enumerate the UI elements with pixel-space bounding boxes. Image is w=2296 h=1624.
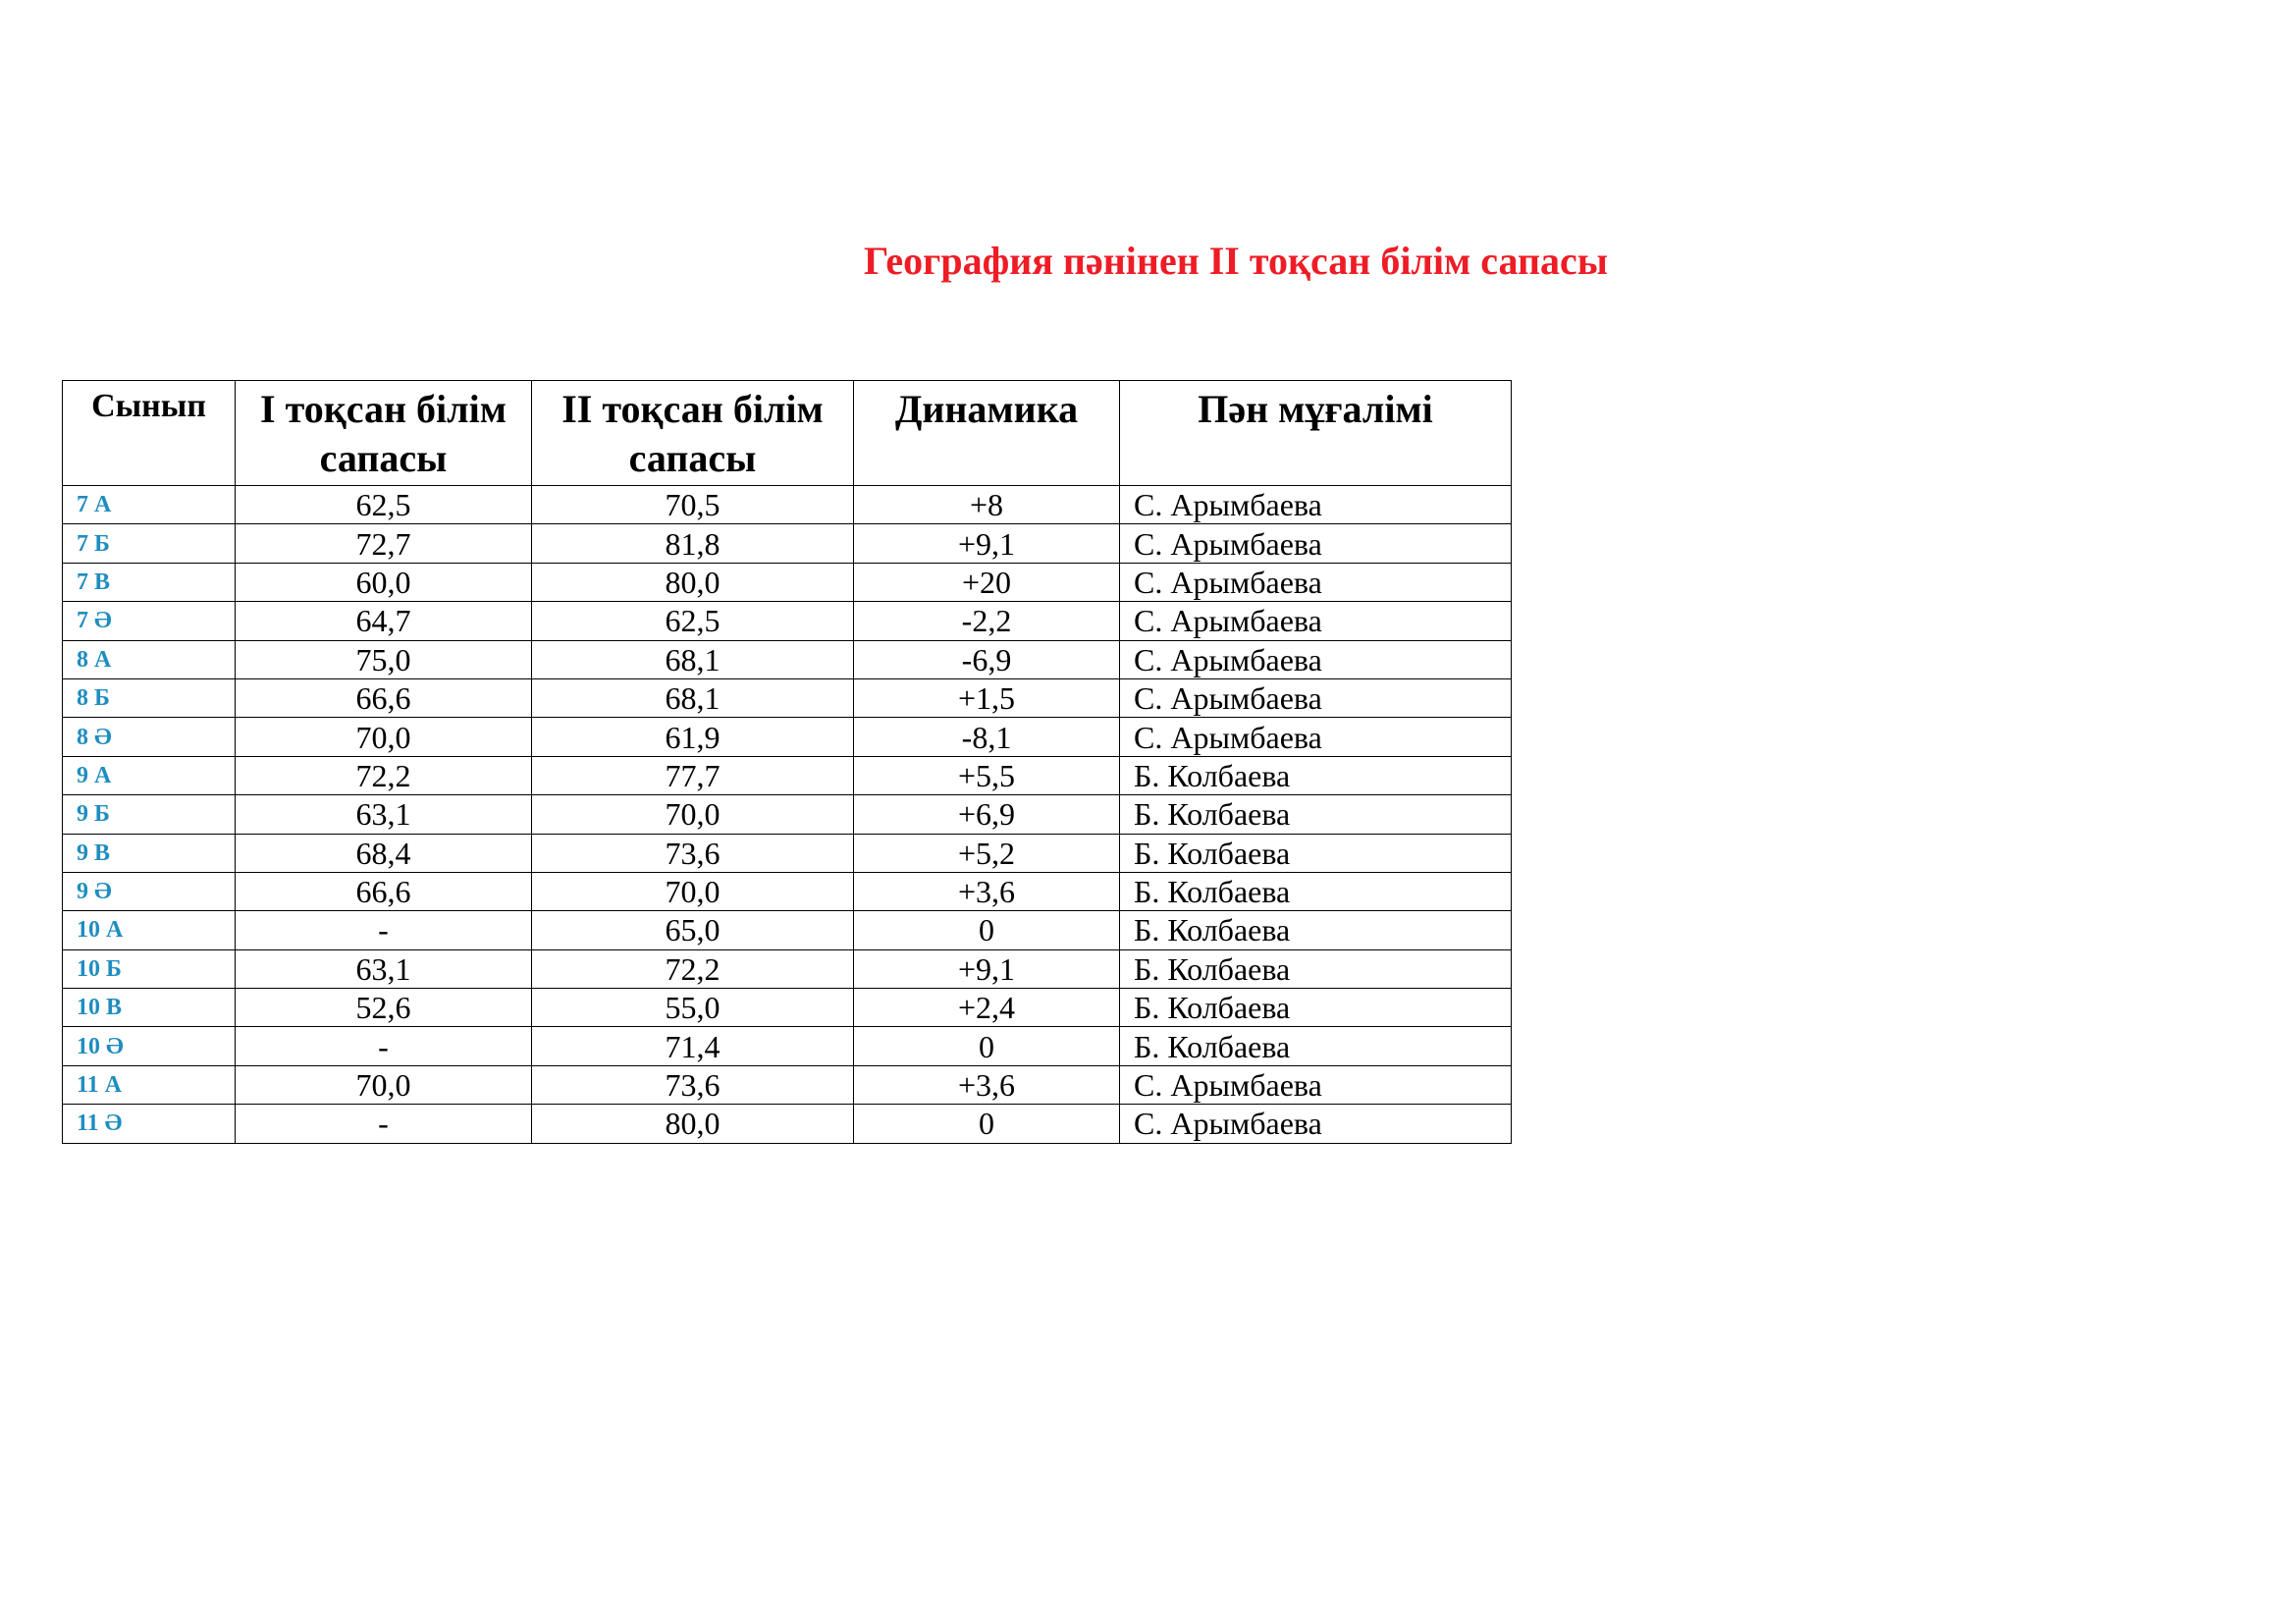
cell-q1-quality: 60,0 — [236, 563, 532, 601]
cell-q2-quality: 55,0 — [532, 989, 854, 1027]
cell-q1-quality: 66,6 — [236, 872, 532, 910]
cell-q1-quality: - — [236, 1105, 532, 1143]
table-row — [63, 678, 1512, 717]
cell-dynamics: +9,1 — [854, 524, 1120, 563]
table-row — [63, 989, 1512, 1027]
cell-dynamics: -6,9 — [854, 640, 1120, 678]
table-row — [63, 524, 1512, 563]
cell-class: 10 Ә — [63, 1027, 236, 1065]
cell-teacher: Б. Колбаева — [1120, 872, 1512, 910]
cell-dynamics: +8 — [854, 486, 1120, 524]
header-q2: II тоқсан білім сапасы — [532, 381, 854, 486]
cell-q1-quality: 75,0 — [236, 640, 532, 678]
table-body — [63, 486, 1512, 1144]
table-row — [63, 1027, 1512, 1065]
cell-q2-quality: 68,1 — [532, 640, 854, 678]
cell-dynamics: 0 — [854, 1027, 1120, 1065]
cell-teacher: С. Арымбаева — [1120, 1065, 1512, 1104]
table-row — [63, 602, 1512, 640]
cell-teacher: Б. Колбаева — [1120, 949, 1512, 988]
table-row — [63, 1105, 1512, 1143]
cell-q1-quality: 70,0 — [236, 1065, 532, 1104]
cell-dynamics: -8,1 — [854, 718, 1120, 756]
cell-q2-quality: 71,4 — [532, 1027, 854, 1065]
cell-dynamics: +2,4 — [854, 989, 1120, 1027]
header-row — [63, 381, 1512, 486]
cell-q2-quality: 81,8 — [532, 524, 854, 563]
cell-q2-quality: 77,7 — [532, 756, 854, 794]
table-row — [63, 1065, 1512, 1104]
cell-class: 11 Ә — [63, 1105, 236, 1143]
cell-class: 9 Ә — [63, 872, 236, 910]
table-row — [63, 911, 1512, 949]
grades-table — [62, 380, 1512, 1144]
cell-q1-quality: 62,5 — [236, 486, 532, 524]
cell-q2-quality: 65,0 — [532, 911, 854, 949]
cell-class: 7 Б — [63, 524, 236, 563]
cell-class: 11 А — [63, 1065, 236, 1104]
cell-q2-quality: 70,0 — [532, 795, 854, 834]
cell-q1-quality: 72,2 — [236, 756, 532, 794]
table-row — [63, 486, 1512, 524]
header-dynamics: Динамика — [854, 381, 1120, 486]
header-q1: I тоқсан білім сапасы — [236, 381, 532, 486]
table-header — [63, 381, 1512, 486]
cell-class: 7 В — [63, 563, 236, 601]
cell-teacher: С. Арымбаева — [1120, 486, 1512, 524]
cell-dynamics: +5,2 — [854, 834, 1120, 872]
cell-q1-quality: 63,1 — [236, 949, 532, 988]
cell-class: 9 А — [63, 756, 236, 794]
cell-teacher: С. Арымбаева — [1120, 524, 1512, 563]
table-row — [63, 563, 1512, 601]
cell-class: 10 Б — [63, 949, 236, 988]
cell-teacher: С. Арымбаева — [1120, 640, 1512, 678]
cell-q2-quality: 73,6 — [532, 834, 854, 872]
cell-class: 9 Б — [63, 795, 236, 834]
table-row — [63, 872, 1512, 910]
page-title — [0, 232, 1836, 291]
table-row — [63, 756, 1512, 794]
table-row — [63, 949, 1512, 988]
cell-q2-quality: 70,5 — [532, 486, 854, 524]
table-row — [63, 795, 1512, 834]
cell-teacher: Б. Колбаева — [1120, 795, 1512, 834]
header-class: Сынып — [63, 381, 236, 486]
table-row — [63, 834, 1512, 872]
cell-q1-quality: - — [236, 1027, 532, 1065]
cell-q1-quality: 66,6 — [236, 678, 532, 717]
cell-teacher: Б. Колбаева — [1120, 911, 1512, 949]
cell-dynamics: +3,6 — [854, 1065, 1120, 1104]
cell-q1-quality: 70,0 — [236, 718, 532, 756]
cell-q2-quality: 61,9 — [532, 718, 854, 756]
cell-dynamics: +3,6 — [854, 872, 1120, 910]
cell-q1-quality: 72,7 — [236, 524, 532, 563]
cell-class: 7 А — [63, 486, 236, 524]
cell-q2-quality: 72,2 — [532, 949, 854, 988]
cell-class: 7 Ә — [63, 602, 236, 640]
cell-q2-quality: 62,5 — [532, 602, 854, 640]
cell-q1-quality: 68,4 — [236, 834, 532, 872]
cell-q2-quality: 80,0 — [532, 1105, 854, 1143]
cell-teacher: С. Арымбаева — [1120, 563, 1512, 601]
cell-q1-quality: - — [236, 911, 532, 949]
cell-dynamics: 0 — [854, 1105, 1120, 1143]
cell-class: 8 Б — [63, 678, 236, 717]
cell-teacher: С. Арымбаева — [1120, 718, 1512, 756]
cell-dynamics: +9,1 — [854, 949, 1120, 988]
header-teacher: Пән мұғалімі — [1120, 381, 1512, 486]
table-row — [63, 718, 1512, 756]
cell-dynamics: +1,5 — [854, 678, 1120, 717]
cell-q1-quality: 63,1 — [236, 795, 532, 834]
cell-dynamics: +5,5 — [854, 756, 1120, 794]
cell-teacher: Б. Колбаева — [1120, 1027, 1512, 1065]
page-title-text: География пәнінен II тоқсан білім сапасы — [864, 239, 1608, 283]
cell-q2-quality: 70,0 — [532, 872, 854, 910]
cell-class: 8 Ә — [63, 718, 236, 756]
cell-teacher: Б. Колбаева — [1120, 756, 1512, 794]
cell-q2-quality: 73,6 — [532, 1065, 854, 1104]
cell-class: 10 А — [63, 911, 236, 949]
cell-teacher: С. Арымбаева — [1120, 1105, 1512, 1143]
cell-q2-quality: 68,1 — [532, 678, 854, 717]
cell-q2-quality: 80,0 — [532, 563, 854, 601]
cell-dynamics: +20 — [854, 563, 1120, 601]
cell-q1-quality: 64,7 — [236, 602, 532, 640]
cell-class: 8 А — [63, 640, 236, 678]
cell-class: 9 В — [63, 834, 236, 872]
cell-teacher: С. Арымбаева — [1120, 678, 1512, 717]
cell-dynamics: 0 — [854, 911, 1120, 949]
cell-q1-quality: 52,6 — [236, 989, 532, 1027]
cell-teacher: Б. Колбаева — [1120, 989, 1512, 1027]
cell-dynamics: +6,9 — [854, 795, 1120, 834]
cell-teacher: С. Арымбаева — [1120, 602, 1512, 640]
cell-class: 10 В — [63, 989, 236, 1027]
cell-teacher: Б. Колбаева — [1120, 834, 1512, 872]
cell-dynamics: -2,2 — [854, 602, 1120, 640]
table-row — [63, 640, 1512, 678]
